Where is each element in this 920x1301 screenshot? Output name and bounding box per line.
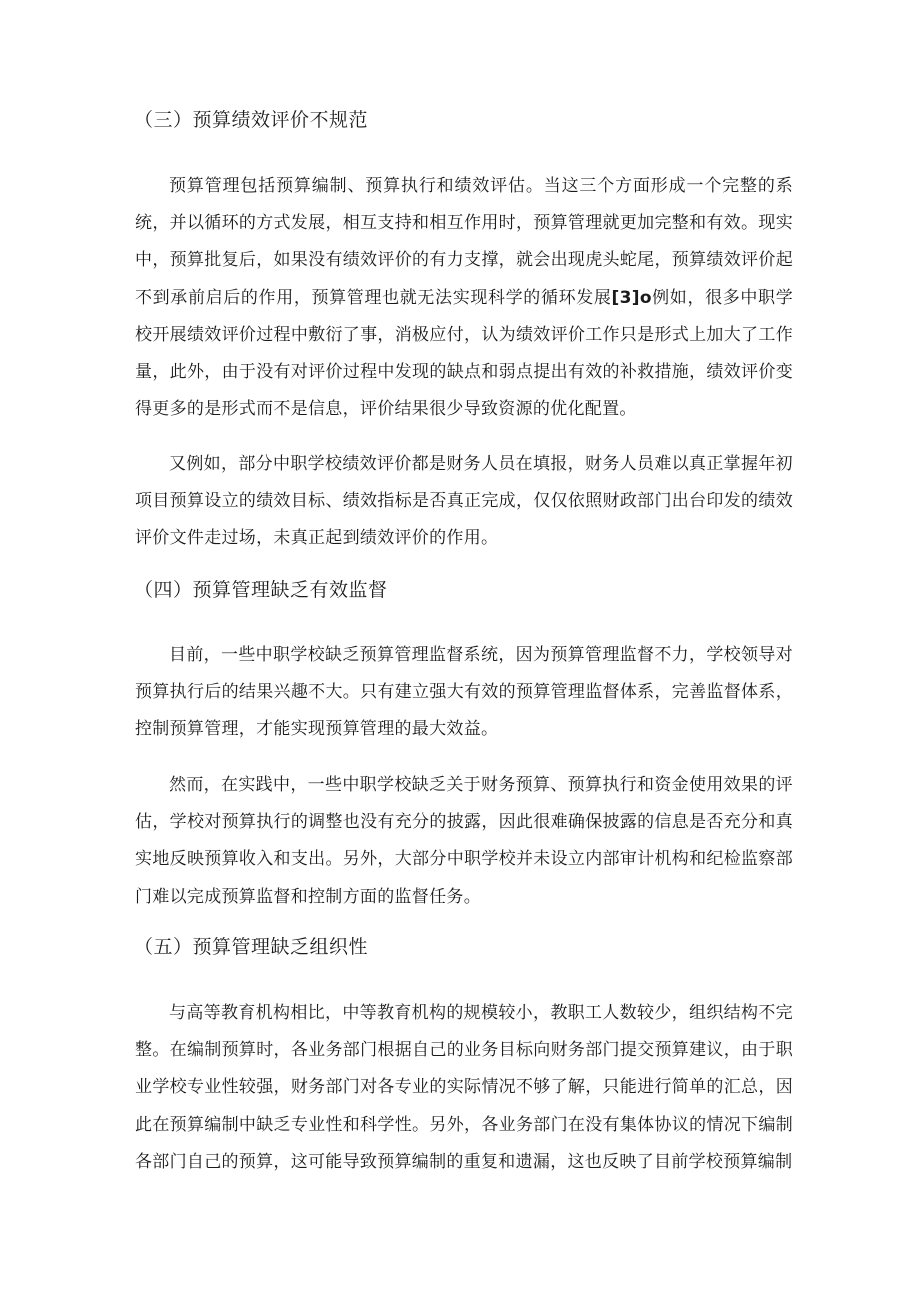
paragraph-text-before-citation: 预算管理包括预算编制、预算执行和绩效评估。当这三个方面形成一个完整的系统，并以循环的方式发展，相互支持和相互作用时，预算管理就更加完整和有效。现实中，预算批复后，如果没有绩效评价的有力支撑，就会出现虎头蛇尾，预算绩效评价起不到承前启后的作用，预算管理也就无法实现科学的循环发展: [135, 176, 793, 308]
section-heading-4: （四）预算管理缺乏有效监督: [134, 579, 388, 601]
paragraph-text-after-citation: 例如，很多中职学校开展绩效评价过程中敷衍了事，消极应付，认为绩效评价工作只是形式上加大了工作量，此外，由于没有对评价过程中发现的缺点和弱点提出有效的补救措施，绩效评价变得更多的是形式而不是信息，评价结果很少导致资源的优化配置。: [135, 287, 793, 420]
section-heading-3: （三）预算绩效评价不规范: [134, 109, 369, 131]
paragraph-budget-performance-1: [135, 168, 793, 428]
section-heading-5: （五）预算管理缺乏组织性: [134, 936, 369, 958]
paragraph-budget-performance-2: 又例如，部分中职学校绩效评价都是财务人员在填报，财务人员难以真正掌握年初项目预算设立的绩效目标、绩效指标是否真正完成，仅仅依照财政部门出台印发的绩效评价文件走过场，未真正起到绩效评价的作用。: [135, 454, 793, 549]
paragraph-organization-1: 与高等教育机构相比，中等教育机构的规模较小，教职工人数较少，组织结构不完整。在编制预算时，各业务部门根据自己的业务目标向财务部门提交预算建议，由于职业学校专业性较强，财务部门对各专业的实际情况不够了解，只能进行简单的汇总，因此在预算编制中缺乏专业性和科学性。另外，各业务部门在没有集体协议的情况下编制各部门自己的预算，这可能导致预算编制的重复和遗漏，这也反映了目前学校预算编制: [135, 1003, 793, 1172]
paragraph-supervision-1: 目前，一些中职学校缺乏预算管理监督系统，因为预算管理监督不力，学校领导对预算执行后的结果兴趣不大。只有建立强大有效的预算管理监督体系，完善监督体系，控制预算管理，才能实现预算管理的最大效益。: [135, 645, 793, 740]
citation-reference: [3]o: [611, 287, 652, 308]
paragraph-supervision-2: 然而，在实践中，一些中职学校缺乏关于财务预算、预算执行和资金使用效果的评估，学校对预算执行的调整也没有充分的披露，因此很难确保披露的信息是否充分和真实地反映预算收入和支出。另外，大部分中职学校并未设立内部审计机构和纪检监察部门难以完成预算监督和控制方面的监督任务。: [135, 775, 793, 907]
